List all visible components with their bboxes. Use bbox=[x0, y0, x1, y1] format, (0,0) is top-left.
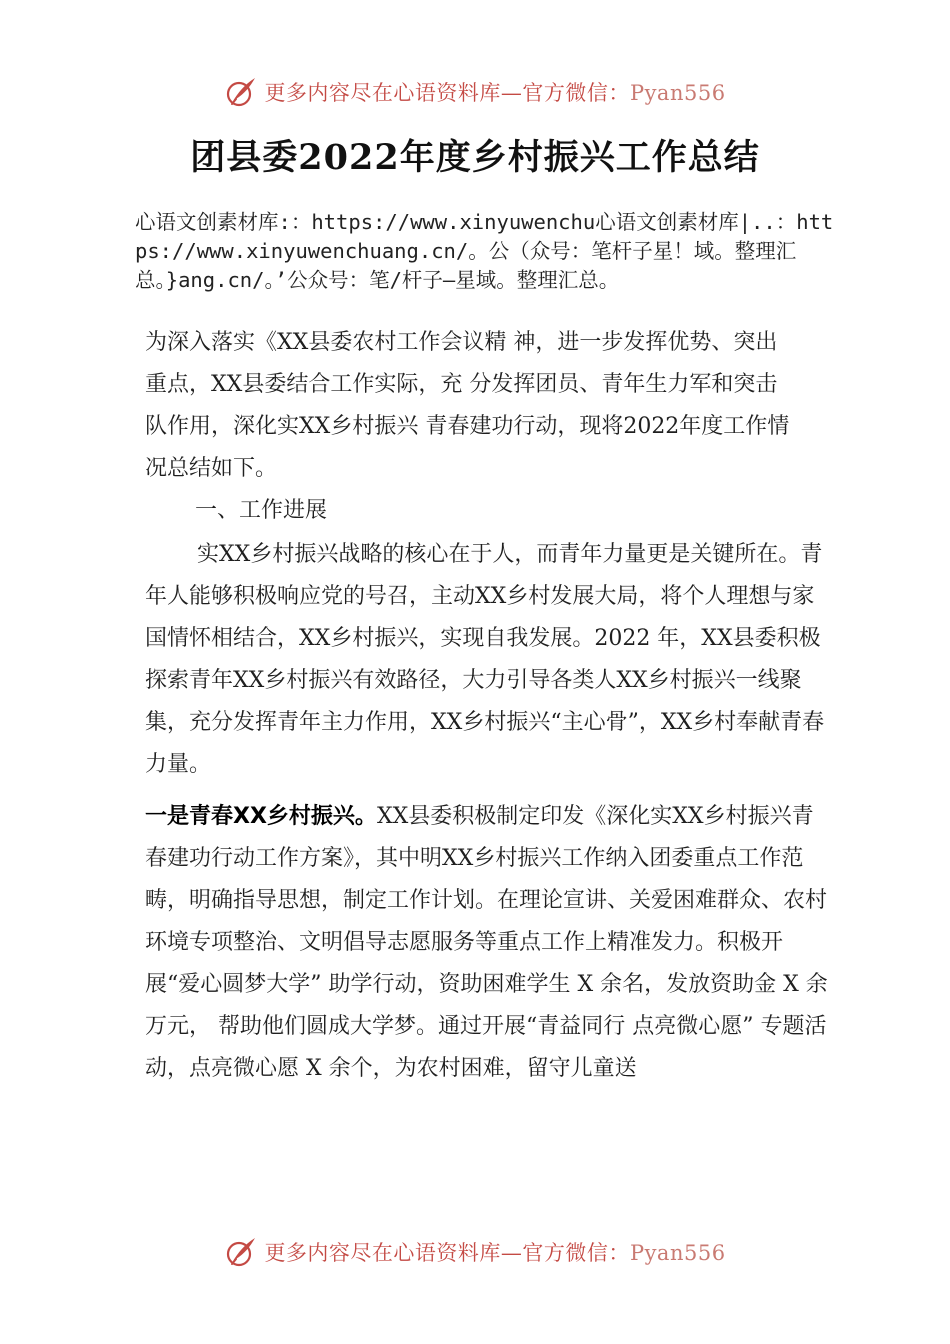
watermark-account: Pyan556 bbox=[629, 1241, 726, 1265]
watermark-banner-bottom bbox=[0, 1230, 950, 1274]
quill-logo-icon bbox=[224, 1235, 258, 1269]
watermark-text: 更多内容尽在心语资料库—官方微信：Pyan556 bbox=[264, 81, 726, 105]
point-body: XX县委积极制定印发《深化实XX乡村振兴青春建功行动工作方案》，其中明XX乡村振兴工作纳入团委重点工作范畴，明确指导思想，制定工作计划。在理论宣讲、关爱困难群众、农村环境专项整治、文明倡导志愿服务等重点工作上精准发力。积极开展“爱心圆梦大学” 助学行动，资助困难学生 X 余名，发放资助金 X 余万元， 帮助他们圆成大学梦。通过开展“青益同行 点亮微心愿” 专题活动，点亮微心愿 X 余个，为农村困难，留守儿童送 bbox=[145, 804, 828, 1081]
section-paragraph: 实XX乡村振兴战略的核心在于人，而青年力量更是关键所在。青年人能够积极响应党的号召，主动XX乡村发展大局，将个人理想与家国情怀相结合，XX乡村振兴，实现自我发展。2022 年，XX县委积极探索青年XX乡村振兴有效路径，大力引导各类人XX乡村振兴一线聚集，充分发挥青年主力作用，XX乡村振兴“主心骨”，XX乡村奉献青春力量。 bbox=[145, 542, 825, 777]
watermark-text: 更多内容尽在心语资料库—官方微信：Pyan556 bbox=[264, 1241, 726, 1265]
point-lead: 一是青春XX乡村振兴。 bbox=[145, 804, 377, 829]
document-title: 团县委2022年度乡村振兴工作总结 bbox=[190, 137, 760, 178]
source-line: 心语文创素材库:：https://www.xinyuwenchu心语文创素材库|..：https://www.xinyuwenchuang.cn/。公（众号：笔杆子星！域。整理汇总。}ang.cn/。’公众号：笔/杆子—星域。整理汇总。 bbox=[135, 210, 834, 292]
section-heading: 一、工作进展 bbox=[195, 498, 328, 523]
watermark-banner-top bbox=[0, 70, 950, 114]
watermark-account: Pyan556 bbox=[629, 81, 726, 105]
intro-paragraph: 为深入落实《XX县委农村工作会议精 神，进一步发挥优势、突出重点，XX县委结合工作实际，充 分发挥团员、青年生力军和突击队作用，深化实XX乡村振兴 青春建功行动，现将2022年度工作情况总结如下。 bbox=[145, 330, 790, 481]
quill-logo-icon bbox=[224, 75, 258, 109]
point-paragraph bbox=[145, 796, 835, 1090]
